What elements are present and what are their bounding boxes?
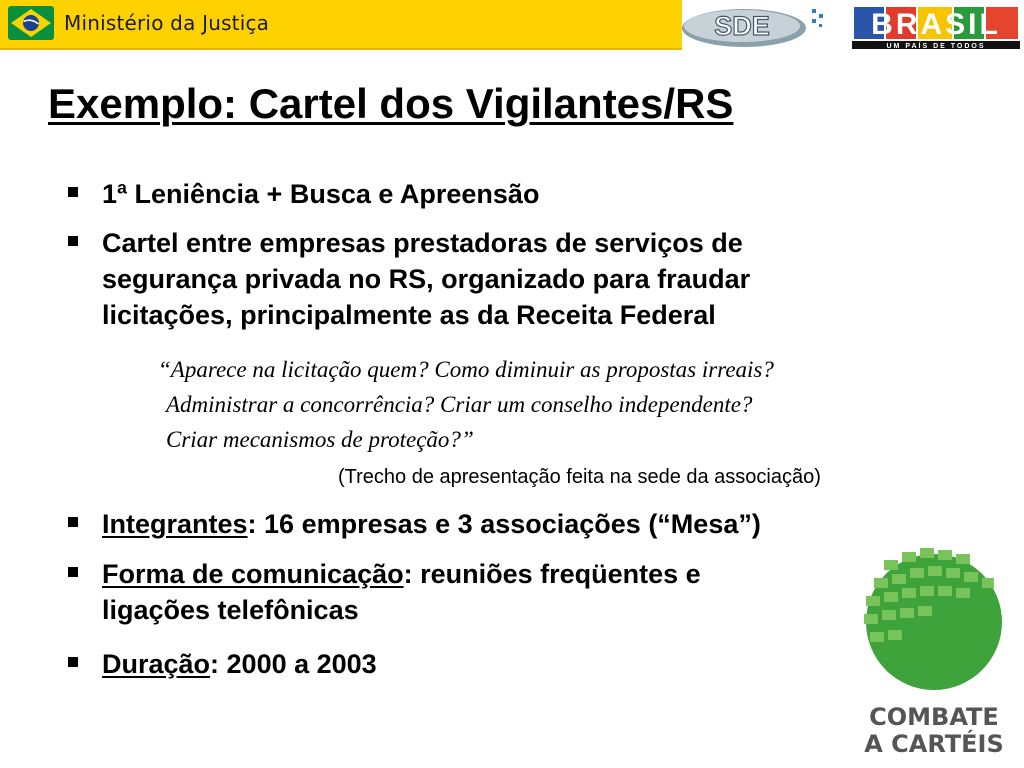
bullet-line: ligações telefônicas xyxy=(102,595,359,625)
combate-logo-line1: COMBATE xyxy=(869,703,999,731)
bullet-label: Forma de comunicação xyxy=(102,559,404,589)
bullet-text: Forma de comunicação: reuniões freqüentes e ligações telefônicas xyxy=(102,556,701,628)
header-banner xyxy=(0,0,1024,50)
ministry-name: Ministério da Justiça xyxy=(64,11,270,35)
bullet-label: Duração xyxy=(102,649,211,679)
sde-logo xyxy=(680,3,830,49)
brasil-slogan: UM PAÍS DE TODOS xyxy=(886,43,986,49)
bullet-square-icon xyxy=(68,567,78,577)
bullet-text: 1ª Leniência + Busca e Apreensão xyxy=(102,179,540,209)
bullet-line: segurança privada no RS, organizado para fraudar xyxy=(102,264,751,294)
bullet-text: Integrantes: 16 empresas e 3 associações (“Mesa”) xyxy=(102,509,761,539)
bullet-text: Duração: 2000 a 2003 xyxy=(102,649,377,679)
combate-logo-line2: A CARTÉIS xyxy=(864,730,1004,758)
bullet-line: licitações, principalmente as da Receita Federal xyxy=(102,300,716,330)
quote-block xyxy=(158,352,774,457)
quote-line: Criar mecanismos de proteção?” xyxy=(166,427,474,452)
brazil-coat-of-arms-icon xyxy=(8,6,54,40)
brasil-logo-text: BRASIL xyxy=(871,8,1001,41)
bullet-line: Cartel entre empresas prestadoras de serviços de xyxy=(102,228,743,258)
quote-source: (Trecho de apresentação feita na sede da associação) xyxy=(338,466,821,488)
ministry-bar xyxy=(0,0,682,50)
quote-line: Administrar a concorrência? Criar um conselho independente? xyxy=(166,392,753,417)
bullet-text xyxy=(102,225,750,333)
combate-a-carteis-logo xyxy=(840,540,1024,768)
quote-open-mark: “ xyxy=(158,357,171,382)
bullet-square-icon xyxy=(68,517,78,527)
bullet-square-icon xyxy=(68,187,78,197)
brasil-logo xyxy=(852,3,1020,49)
bullet-square-icon xyxy=(68,657,78,667)
quote-close-mark: ” xyxy=(460,427,474,452)
sde-logo-text: SDE xyxy=(714,11,770,41)
bullet-label: Integrantes xyxy=(102,509,248,539)
bullet-square-icon xyxy=(68,236,78,246)
slide-title: Exemplo: Cartel dos Vigilantes/RS xyxy=(48,80,734,127)
quote-line: “Aparece na licitação quem? Como diminuir as propostas irreais? xyxy=(158,357,774,382)
